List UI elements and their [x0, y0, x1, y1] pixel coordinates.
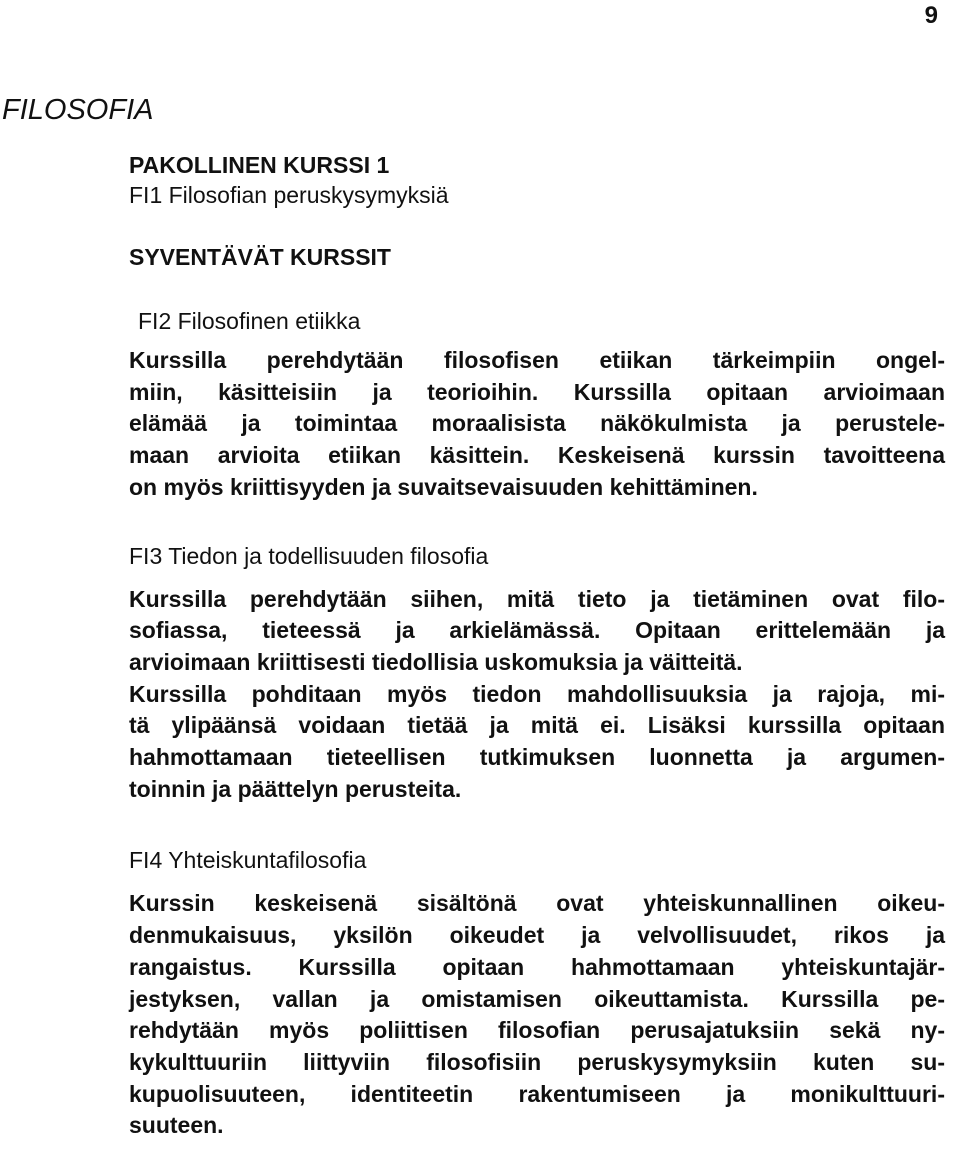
description-line: rangaistus. Kurssilla opitaan hahmottamaan yhteiskuntajär-: [129, 953, 945, 980]
course-title-fi2: FI2 Filosofinen etiikka: [138, 308, 361, 334]
description-line: Kurssin keskeisenä sisältönä ovat yhteiskunnallinen oikeu-: [129, 890, 945, 917]
curriculum-content: [129, 150, 945, 1142]
description-line: tä ylipäänsä voidaan tietää ja mitä ei. Lisäksi kurssilla opitaan: [129, 712, 945, 739]
description-line: arvioimaan kriittisesti tiedollisia uskomuksia ja väitteitä.: [129, 648, 743, 675]
course-description-fi2: [129, 345, 945, 504]
description-line: suuteen.: [129, 1112, 224, 1139]
description-line: rehdytään myös poliittisen filosofian perusajatuksiin sekä ny-: [129, 1017, 945, 1044]
description-line: kupuolisuuteen, identiteetin rakentumiseen ja monikulttuuri-: [129, 1080, 945, 1107]
mandatory-heading: PAKOLLINEN KURSSI 1: [129, 152, 390, 178]
description-line: miin, käsitteisiin ja teorioihin. Kurssilla opitaan arvioimaan: [129, 378, 945, 405]
page-number: 9: [924, 2, 938, 29]
description-line: elämää ja toimintaa moraalisista näkökulmista ja perustele-: [129, 410, 945, 437]
course-title-fi4: FI4 Yhteiskuntafilosofia: [129, 847, 367, 874]
advanced-section: [129, 242, 945, 1142]
mandatory-course: FI1 Filosofian peruskysymyksiä: [129, 182, 449, 208]
description-line: maan arvioita etiikan käsittein. Keskeisenä kurssin tavoitteena: [129, 442, 945, 469]
description-line: Kurssilla perehdytään siihen, mitä tieto ja tietäminen ovat filo-: [129, 585, 945, 612]
description-line: denmukaisuus, yksilön oikeudet ja velvollisuudet, rikos ja: [129, 922, 945, 949]
description-line: sofiassa, tieteessä ja arkielämässä. Opitaan erittelemään ja: [129, 617, 945, 644]
course-block-fi3: [129, 541, 945, 806]
description-line: kykulttuuriin liittyviin filosofisiin peruskysymyksiin kuten su-: [129, 1048, 945, 1075]
course-title-fi3: FI3 Tiedon ja todellisuuden filosofia: [129, 542, 489, 569]
description-line: Kurssilla perehdytään filosofisen etiikan tärkeimpiin ongel-: [129, 347, 945, 373]
course-block-fi4: [129, 845, 945, 1142]
description-line: jestyksen, vallan ja omistamisen oikeuttamista. Kurssilla pe-: [129, 985, 945, 1012]
description-line: on myös kriittisyyden ja suvaitsevaisuuden kehittäminen.: [129, 473, 758, 500]
description-line: hahmottamaan tieteellisen tutkimuksen luonnetta ja argumen-: [129, 744, 945, 771]
description-line: Kurssilla pohditaan myös tiedon mahdollisuuksia ja rajoja, mi-: [129, 680, 945, 707]
mandatory-section: [129, 150, 945, 210]
subject-title: FILOSOFIA: [2, 94, 154, 126]
course-description-fi3: [129, 584, 945, 806]
description-line: toinnin ja päättelyn perusteita.: [129, 775, 462, 802]
course-description-fi4: [129, 888, 945, 1142]
advanced-heading: SYVENTÄVÄT KURSSIT: [129, 244, 391, 270]
course-block-fi2: [129, 306, 945, 504]
